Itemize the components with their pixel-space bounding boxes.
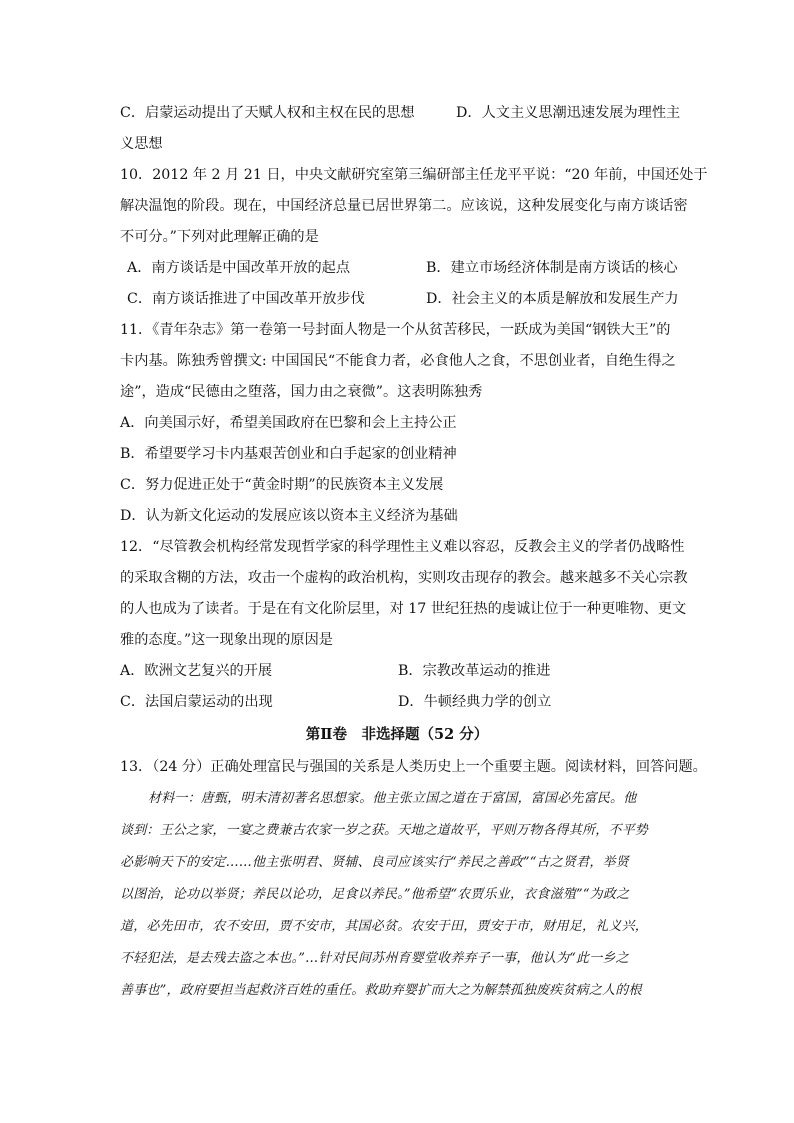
q13-material-line-1: 材料一：唐甄，明末清初著名思想家。他主张立国之道在于富国，富国必先富民。他	[148, 791, 637, 806]
q11-stem-line-1: 11．《青年杂志》第一卷第一号封面人物是一个从贫苦移民，一跃成为美国“钢铁大王”的	[120, 322, 671, 338]
q10-option-a: A．南方谈话是中国改革开放的起点	[127, 260, 351, 276]
q13-material-line-4: 以图治，论功以举贤；养民以论功，足食以养民。”他希望“农贾乐业，衣食滋殖”“为政之	[120, 887, 630, 902]
q12-stem-line-2: 的采取含糊的方法，攻击一个虚构的政治机构，实则攻击现存的教会。越来越多不关心宗教	[120, 570, 688, 586]
q12-option-c: C．法国启蒙运动的出现	[120, 694, 273, 710]
q10-option-b: B．建立市场经济体制是南方谈话的核心	[426, 260, 678, 276]
q10-stem-line-3: 不可分。”下列对此理解正确的是	[120, 229, 319, 245]
q11-option-c: C．努力促进正处于“黄金时期”的民族资本主义发展	[120, 477, 444, 493]
q12-option-a: A．欧洲文艺复兴的开展	[120, 663, 273, 679]
q13-stem: 13．（24 分）正确处理富民与强国的关系是人类历史上一个重要主题。阅读材料，回答问题。	[120, 759, 707, 775]
q13-material-line-7: 善事也”，政府要担当起救济百姓的重任。救助弃婴扩而大之为解禁孤独废疾贫病之人的根	[120, 983, 642, 998]
q10-option-d: D．社会主义的本质是解放和发展生产力	[426, 291, 679, 307]
q10-stem-line-2: 解决温饱的阶段。现在，中国经济总量已居世界第二。应该说，这种发展变化与南方谈话密	[120, 198, 688, 214]
q11-stem-line-2: 卡内基。陈独秀曾撰文: 中国国民“不能食力者，必食他人之食，不思创业者，自绝生得之	[120, 353, 676, 369]
q12-option-d: D．牛顿经典力学的创立	[398, 694, 552, 710]
q10-stem-line-1: 10．2012 年 2 月 21 日，中央文献研究室第三编研部主任龙平平说：“20 年前，中国还处于	[120, 167, 708, 183]
q11-option-a: A．向美国示好，希望美国政府在巴黎和会上主持公正	[120, 415, 457, 431]
q11-option-d: D．认为新文化运动的发展应该以资本主义经济为基础	[120, 508, 458, 524]
q13-material-line-6: 不轻犯法，是去残去盗之本也。”…针对民间苏州育婴堂收养弃子一事，他认为“此一乡之	[120, 951, 629, 966]
q11-option-b: B．希望要学习卡内基艰苦创业和白手起家的创业精神	[120, 446, 457, 462]
q13-material-line-5: 道，必先田市，农不安田，贾不安市，其国必贫。农安于田，贾安于市，财用足，礼义兴，	[120, 919, 649, 934]
q9-option-d-continued: 义思想	[120, 136, 163, 152]
q11-stem-line-3: 途”，造成“民德由之堕落，国力由之衰微”。这表明陈独秀	[120, 384, 483, 400]
q13-material-line-2: 谈到：王公之家，一宴之费兼古农家一岁之获。天地之道故平，平则万物各得其所，不平势	[120, 823, 649, 838]
q9-option-c: C．启蒙运动提出了天赋人权和主权在民的思想	[120, 105, 415, 121]
q12-stem-line-4: 雅的态度。”这一现象出现的原因是	[120, 632, 333, 648]
q12-option-b: B．宗教改革运动的推进	[398, 663, 551, 679]
q10-option-c: C．南方谈话推进了中国改革开放步伐	[127, 291, 365, 307]
q12-stem-line-3: 的人也成为了读者。于是在有文化阶层里，对 17 世纪狂热的虔诚让位于一种更唯物、更文	[120, 601, 687, 617]
q13-material-line-3: 必影响天下的安定……他主张明君、贤辅、良司应该实行“养民之善政”“古之贤君，举贤	[120, 855, 629, 870]
q9-option-d: D．人文主义思潮迅速发展为理性主	[456, 105, 681, 121]
section-ii-title: 第Ⅱ卷 非选择题（52 分）	[305, 726, 489, 743]
q12-stem-line-1: 12．“尽管教会机构经常发现哲学家的科学理性主义难以容忍，反教会主义的学者仍战略性	[120, 539, 685, 555]
